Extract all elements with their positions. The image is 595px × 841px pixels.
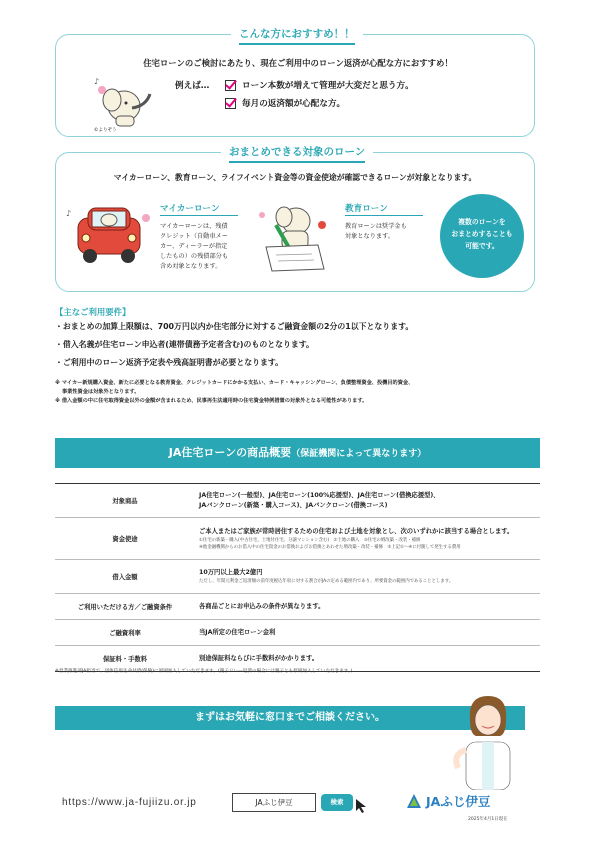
- edu-loan-text: 教育ローンは奨学金も 対象となります。: [345, 223, 407, 240]
- requirements-note: ※ マイカー新規購入資金、新たに必要となる教育資金、クレジットカードにかかる支払い、カード・キャッシングローン、負債整理資金、投機目的資金、 事業性資金は対象外となります。 ※ 借入金額の中に住宅取得資金以外の金額が含まれるため、民事再生法適用時の住宅資金特例措置の対象外となる可能性があります。: [55, 380, 414, 404]
- ja-logo: JAふじ伊豆: [406, 792, 490, 810]
- mascot-copyright: ©よりぞう: [94, 128, 117, 133]
- consultation-banner: まずはお気軽に窓口までご相談ください。: [55, 706, 525, 730]
- car-loan-text: マイカーローンは、残債 クレジット（自動車メー カー、ディーラーが指定 したもの）の残債部分も 含め対象となります。: [160, 223, 229, 270]
- target-loan-description: マイカーローン、教育ローン、ライフイベント資金等の資金使途が確認できるローンが対象となります。: [113, 173, 477, 182]
- product-overview-banner: JA住宅ローンの商品概要（保証機関によって異なります）: [55, 438, 540, 468]
- check-item: 毎月の返済額が心配な方。: [225, 97, 345, 109]
- svg-text:♪: ♪: [94, 77, 100, 86]
- ja-logo-icon: [406, 793, 422, 809]
- table-row: 対象商品 JA住宅ローン(一般型)、JA住宅ローン(100%応援型)、JA住宅ローン(借換応援型)、 JAバンクローン(新築・購入コース)、JAバンクローン(借換コース): [55, 484, 540, 518]
- edu-loan-title: 教育ローン: [345, 204, 388, 214]
- table-note: ※営業推進部JA担当で、団体信用生命共済(保険)に原則加入していただきます。(親子リレー返済の場合には親子とも原則加入していただきます。): [55, 669, 353, 674]
- effective-date: 2025年4月1日現在: [468, 817, 508, 822]
- search-box[interactable]: JAふじ伊豆: [232, 793, 316, 812]
- car-loan-title: マイカーローン: [160, 204, 220, 214]
- website-url[interactable]: https://www.ja-fujiizu.or.jp: [62, 797, 197, 808]
- product-table: [55, 483, 540, 672]
- table-row: 保証料・手数料 別途保証料ならびに手数料がかかります。: [55, 646, 540, 672]
- requirement-item: ・ご利用中のローン返済予定表や残高証明書が必要となります。: [55, 358, 284, 367]
- study-mascot-icon: [252, 195, 332, 275]
- cursor-icon: [355, 798, 369, 814]
- requirement-item: ・おまとめの加算上限額は、700万円以内か住宅部分に対するご融資金額の2分の1以下となります。: [55, 322, 414, 331]
- recommend-heading: こんな方におすすめ！！: [231, 26, 363, 45]
- requirements-heading: 【主なご利用要件】: [55, 307, 131, 317]
- checkbox-icon: [225, 80, 236, 91]
- search-button[interactable]: 検索: [321, 794, 353, 811]
- table-row: 借入金額 10万円以上最大2億円 ただし、年間元利金ご返済額の前年度税込年収に対する割合がJAの定める範囲内であり、所要資金の範囲内であることとします。: [55, 560, 540, 594]
- table-row: 資金使途 ご本人またはご家族が常時居住するための住宅および土地を対象とし、次のいずれかに該当する場合とします。 ①住宅の新築・購入(中古住宅、土地付住宅、分譲マンション含む) ②土地の購入 ③住宅の増改築・改装・補修 ④他金融機関からのお借入中の住宅資金のお借換およびお借換とあわせた増改築・改装・補修 ⑤上記①〜④に付随して発生する費用: [55, 518, 540, 560]
- check-item: ローン本数が増えて管理が大変だと思う方。: [225, 79, 414, 91]
- table-row: ご利用いただける方／ご融資条件 各商品ごとにお申込みの条件が異なります。: [55, 594, 540, 620]
- checkbox-icon: [225, 98, 236, 109]
- recommend-intro: 住宅ローンのご検討にあたり、現在ご利用中のローン返済が心配な方におすすめ！: [143, 58, 453, 68]
- requirement-item: ・借入名義が住宅ローン申込者(連帯債務予定者含む)のものとなります。: [55, 340, 314, 349]
- combine-bubble: 複数のローンを おまとめすることも 可能です。: [440, 194, 524, 278]
- table-row: ご融資利率 当JA所定の住宅ローン金利: [55, 620, 540, 646]
- target-loan-heading: おまとめできる対象のローン: [221, 144, 373, 163]
- staff-woman-icon: [452, 690, 522, 790]
- car-mascot-icon: [64, 198, 154, 268]
- svg-text:♪: ♪: [66, 209, 72, 218]
- elephant-mascot-icon: [90, 72, 160, 130]
- example-label: 例えば…: [175, 81, 210, 91]
